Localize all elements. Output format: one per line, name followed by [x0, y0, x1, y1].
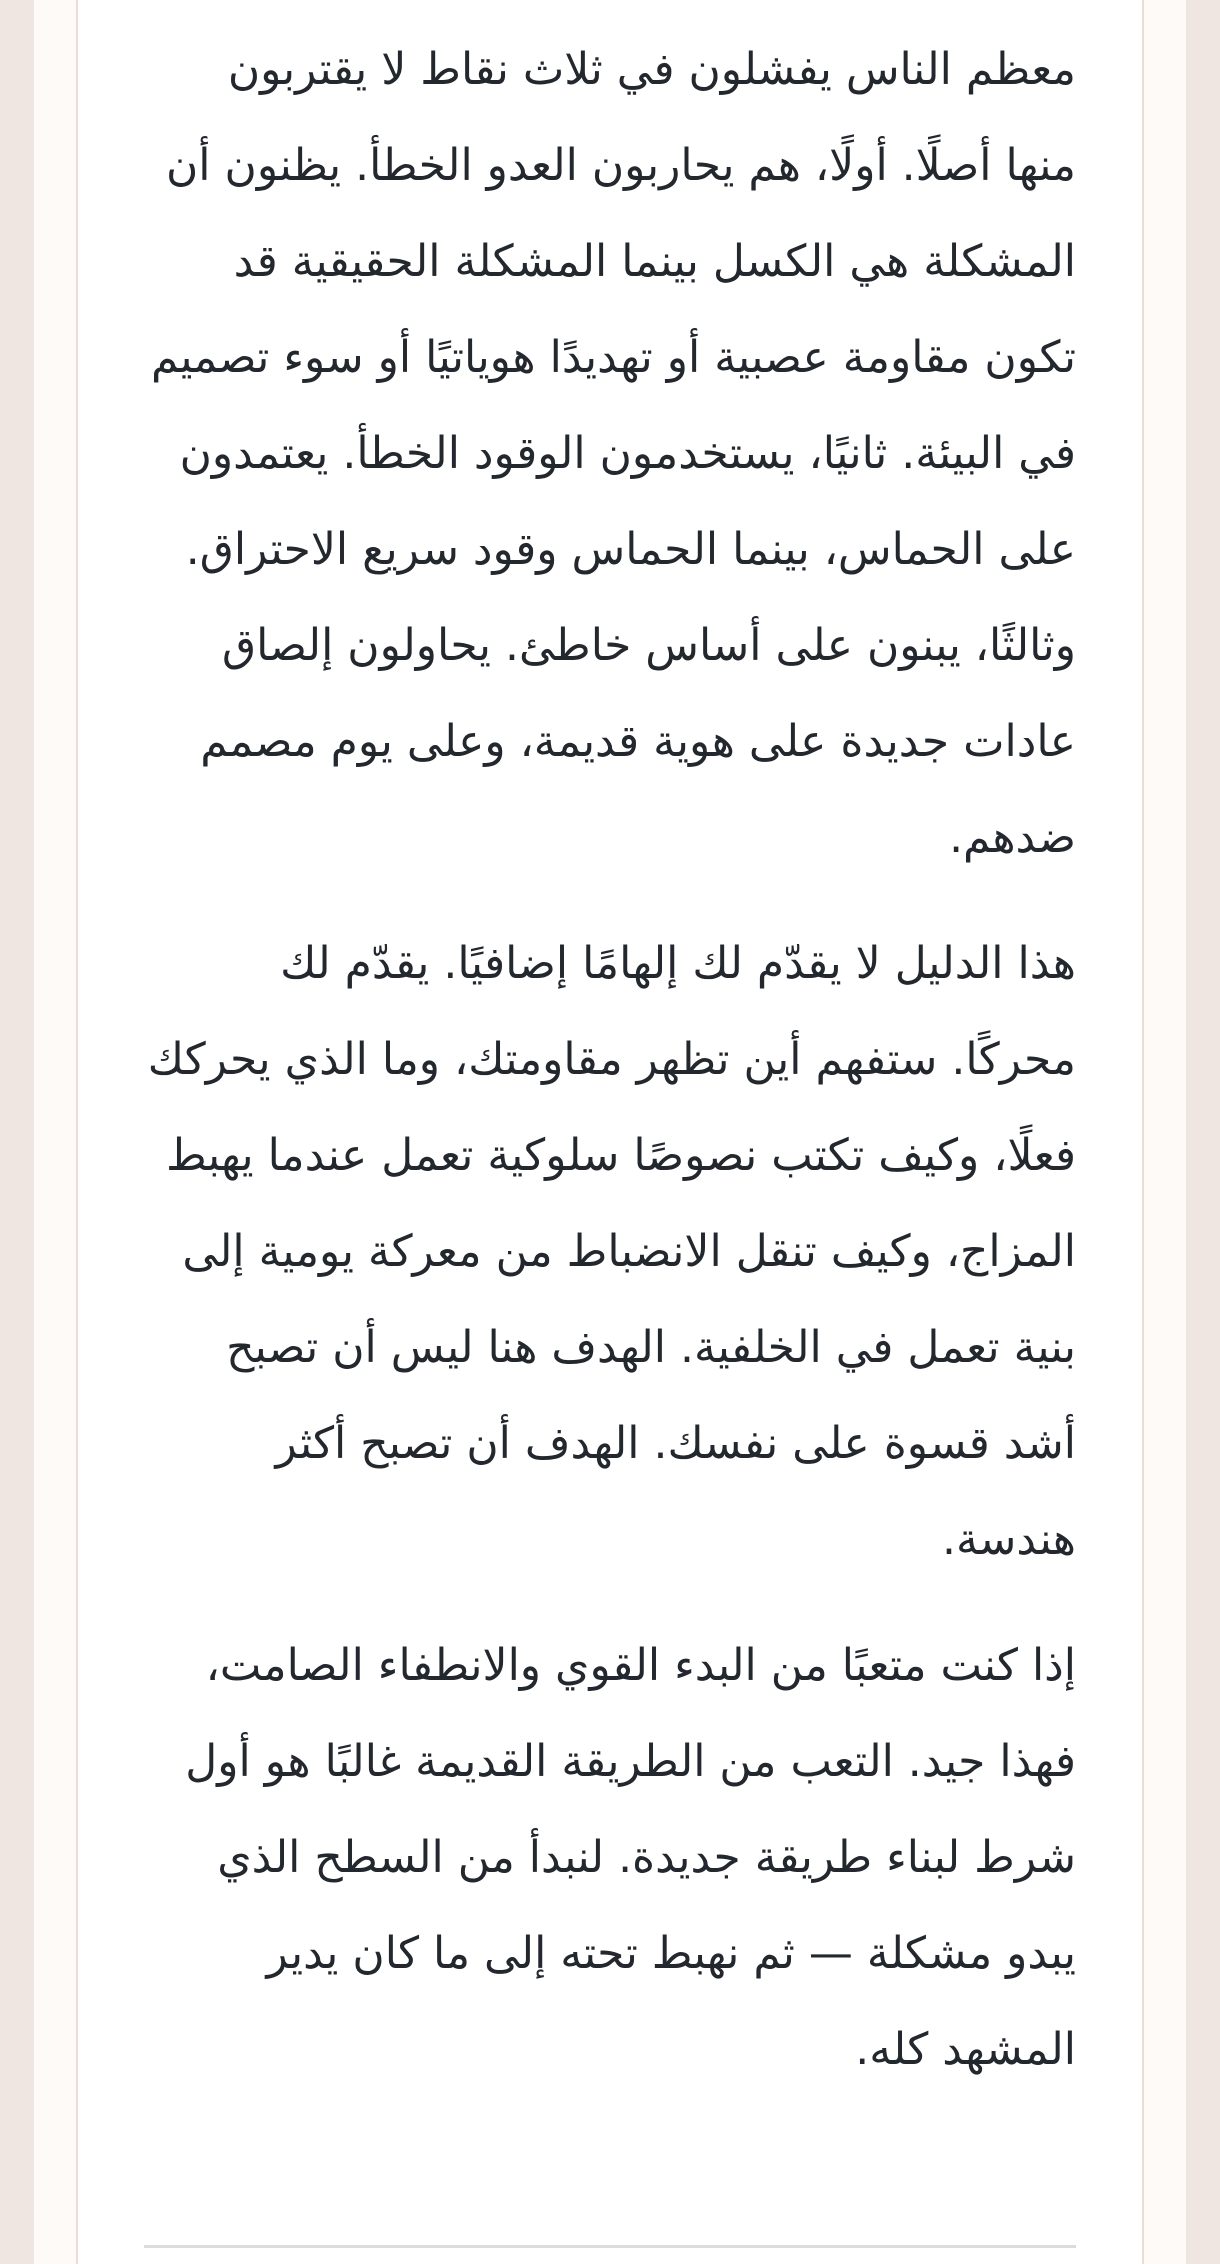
section-divider: [144, 2245, 1076, 2248]
paragraph-2: هذا الدليل لا يقدّم لك إلهامًا إضافيًا. يقدّم لك محركًا. ستفهم أين تظهر مقاومتك، وما الذي يحركك فعلًا، وكيف تكتب نصوصًا سلوكية تعمل عندما يهبط المزاج، وكيف تنقل الانضباط من معركة يومية إلى بنية تعمل في الخلفية. الهدف هنا ليس أن تصبح أشد قسوة على نفسك. الهدف أن تصبح أكثر هندسة.: [147, 938, 1076, 1565]
article-body: [144, 22, 1076, 2128]
paragraph-1: معظم الناس يفشلون في ثلاث نقاط لا يقتربون منها أصلًا. أولًا، هم يحاربون العدو الخطأ. يظنون أن المشكلة هي الكسل بينما المشكلة الحقيقية قد تكون مقاومة عصبية أو تهديدًا هوياتيًا أو سوء تصميم في البيئة. ثانيًا، يستخدمون الوقود الخطأ. يعتمدون على الحماس، بينما الحماس وقود سريع الاحتراق. وثالثًا، يبنون على أساس خاطئ. يحاولون إلصاق عادات جديدة على هوية قديمة، وعلى يوم مصمم ضدهم.: [150, 44, 1076, 863]
paragraph-3: إذا كنت متعبًا من البدء القوي والانطفاء الصامت، فهذا جيد. التعب من الطريقة القديمة غالبًا هو أول شرط لبناء طريقة جديدة. لنبدأ من السطح الذي يبدو مشكلة — ثم نهبط تحته إلى ما كان يدير المشهد كله.: [185, 1640, 1076, 2075]
